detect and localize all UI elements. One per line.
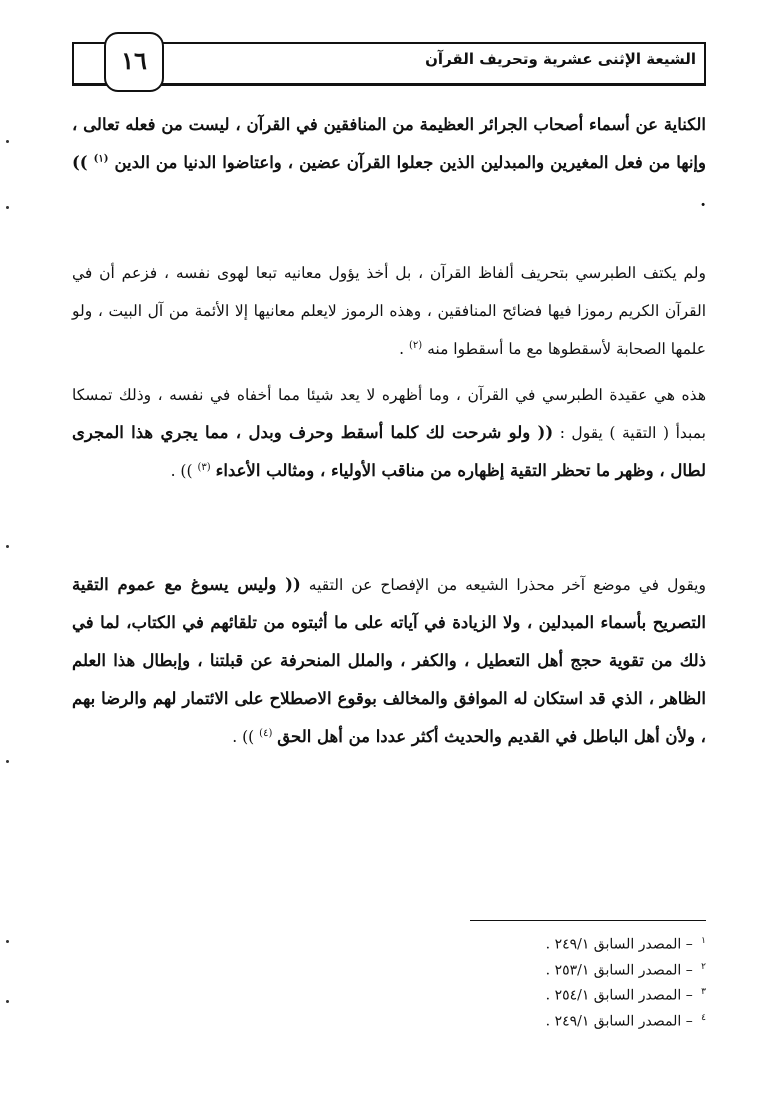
footnote-ref-4: (٤)	[259, 727, 273, 739]
footnote-3-text: – المصدر السابق ٢٥٤/١ .	[545, 987, 693, 1004]
paragraph-4-quote: (( وليس يسوغ مع عموم التقية التصريح بأسماء المبدلين ، ولا الزيادة في آياته على ما أثبتوه من تلقائهم في الكتاب، لما في ذلك من تقوية حجج أهل التعطيل ، والكفر ، والملل المنحرفة عن قبلتنا ، وإبطال هذا العلم الظاهر ، الذي قد استكان له الموافق والمخالف بوقوع الاصطلاح على الائتمار لهم والرضا بهم ، ولأن أهل الباطل في القديم والحديث أكثر عددا من أهل الحق	[72, 575, 706, 746]
footnote-1-text: – المصدر السابق ٢٤٩/١ .	[545, 936, 693, 953]
footnote-ref-2: (٢)	[408, 339, 423, 351]
page-number-box	[104, 32, 164, 92]
paragraph-2	[72, 254, 706, 368]
paragraph-3-tail: )) .	[170, 462, 193, 480]
footnote-4-number: ٤	[701, 1012, 706, 1023]
footnote-2-number: ٢	[701, 961, 706, 972]
paragraph-1-text: الكناية عن أسماء أصحاب الجرائر العظيمة من المنافقين في القرآن ، ليست من فعله تعالى ، وإنها من فعل المغيرين والمبدلين الذين جعلوا القرآن عضين ، واعتاضوا الدنيا من الدين	[72, 115, 706, 172]
footnote-3-number: ٣	[701, 987, 706, 998]
scan-speck	[6, 140, 9, 143]
book-title: الشيعة الإثنى عشرية وتحريف القرآن	[425, 50, 696, 68]
footnotes	[450, 930, 706, 1033]
footnote-4-text: – المصدر السابق ٢٤٩/١ .	[545, 1013, 693, 1030]
page-number: ١٦	[121, 46, 147, 75]
paragraph-4	[72, 566, 706, 756]
footnote-1	[450, 930, 706, 956]
paragraph-1-tail: )) .	[72, 153, 706, 210]
footnote-ref-3: (٣)	[197, 461, 211, 473]
footnote-4	[450, 1007, 706, 1033]
scan-speck	[6, 940, 9, 943]
paragraph-3	[72, 376, 706, 490]
scan-speck	[6, 760, 9, 763]
scan-speck	[6, 545, 9, 548]
scan-speck	[6, 206, 9, 209]
paragraph-2-text: ولم يكتف الطبرسي بتحريف ألفاظ القرآن ، بل أخذ يؤول معانيه تبعا لهوى نفسه ، فزعم أن في القرآن الكريم رموزا فيها فضائح المنافقين ، وهذه الرموز لايعلم معانيها إلا الأئمة من آل البيت ، ولو علمها الصحابة لأسقطوها مع ما أسقطوا منه	[72, 264, 706, 358]
paragraph-1	[72, 106, 706, 220]
running-header	[72, 42, 706, 86]
footnote-1-number: ١	[701, 936, 706, 946]
paragraph-2-tail: .	[399, 340, 405, 358]
footnote-2-text: – المصدر السابق ٢٥٣/١ .	[545, 962, 693, 979]
scan-speck	[6, 1000, 9, 1003]
footnote-ref-1: (١)	[93, 153, 109, 165]
paragraph-4-intro: ويقول في موضع آخر محذرا الشيعه من الإفصاح عن التقيه	[308, 576, 706, 594]
footnote-separator	[470, 920, 706, 921]
paragraph-3-intro: هذه هي عقيدة الطبرسي في القرآن ، وما أظهره لا يعد شيئا مما أخفاه في نفسه ، وذلك تمسكا بمبدأ ( التقية ) يقول :	[72, 386, 706, 442]
footnote-2	[450, 956, 706, 982]
paragraph-4-tail: )) .	[232, 728, 255, 746]
footnote-3	[450, 981, 706, 1007]
paragraph-3-quote: (( ولو شرحت لك كلما أسقط وحرف وبدل ، مما يجري هذا المجرى لطال ، وظهر ما تحظر التقية إظهاره من مناقب الأولياء ، ومثالب الأعداء	[72, 423, 706, 480]
